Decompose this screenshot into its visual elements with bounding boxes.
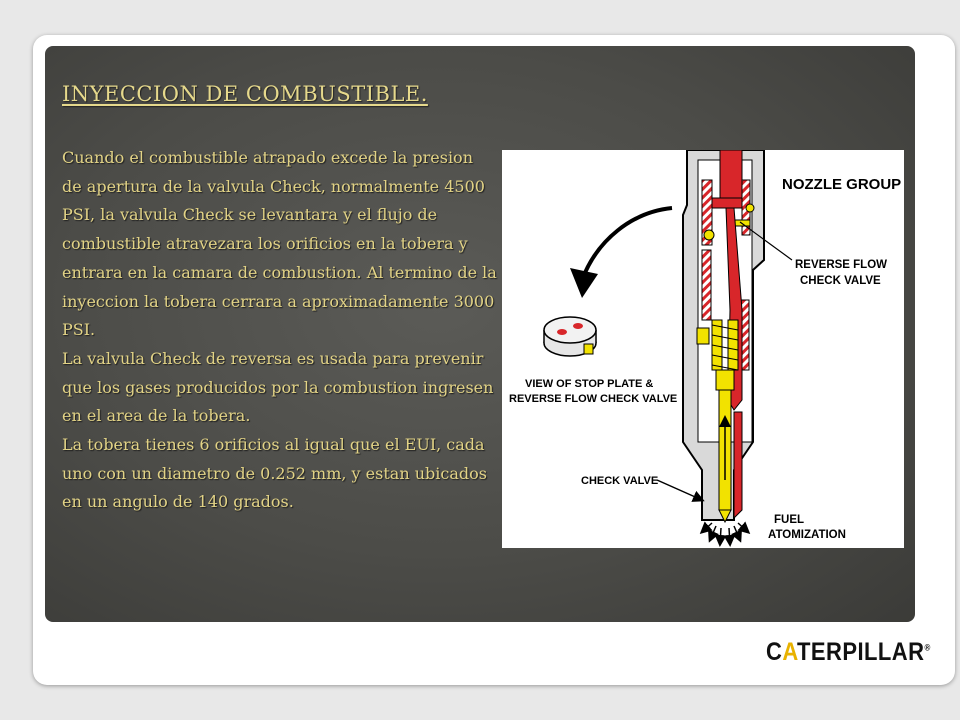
stop-plate-top xyxy=(544,317,596,343)
label-check-valve: CHECK VALVE xyxy=(581,475,659,487)
stop-plate-hole-1 xyxy=(557,329,567,335)
caterpillar-logo: CATERPILLAR® xyxy=(766,638,931,666)
spray-arrow-5 xyxy=(734,526,740,540)
fuel-passage-top xyxy=(720,150,742,198)
ball-yellow-1 xyxy=(746,204,754,212)
ball-yellow-2 xyxy=(704,230,714,240)
spray-arrow-6 xyxy=(738,523,748,532)
spring-right xyxy=(728,320,738,370)
nozzle-group-diagram xyxy=(502,150,904,548)
paragraph-opening-pressure: Cuando el combustible atrapado excede la presion de apertura de la valvula Check, normalmente 4500 PSI, la valvula Check se levantara y el flujo de combustible atravezara los orificios en la tobera y entrara en la camara de combustion. Al termino de la inyeccion la tobera cerrara a aproximadamente 3000 PSI. xyxy=(62,148,497,340)
label-view-2: REVERSE FLOW CHECK VALVE xyxy=(509,393,678,405)
stop-plate-red xyxy=(712,198,742,208)
body-text xyxy=(62,144,497,517)
label-view-1: VIEW OF STOP PLATE & xyxy=(525,378,654,390)
label-reverse-flow-1: REVERSE FLOW xyxy=(795,259,888,271)
spray-arrow-4 xyxy=(729,528,730,544)
needle-upper xyxy=(716,370,734,390)
label-atomization: ATOMIZATION xyxy=(768,529,846,541)
label-fuel: FUEL xyxy=(774,514,805,526)
leader-check-valve xyxy=(657,480,702,500)
spring-stop xyxy=(697,328,709,344)
spray-arrow-2 xyxy=(710,526,716,540)
curved-view-arrowhead xyxy=(570,268,598,298)
curved-view-arrow xyxy=(582,208,672,280)
paragraph-reverse-check: La valvula Check de reversa es usada para prevenir que los gases producidos por la combustion ingresen en el area de la tobera. xyxy=(62,348,494,426)
stop-plate-hole-2 xyxy=(573,323,583,329)
label-reverse-flow-2: CHECK VALVE xyxy=(800,275,881,287)
nozzle-diagram-svg xyxy=(502,150,904,548)
spray-arrow-1 xyxy=(702,523,712,532)
spray-arrow-3 xyxy=(720,528,721,544)
check-valve-piece xyxy=(584,344,593,354)
fuel-sac-right xyxy=(734,412,742,518)
hatched-wall-left-lower xyxy=(702,250,711,320)
diagram-title: NOZZLE GROUP xyxy=(782,176,902,193)
slide-title: INYECCION DE COMBUSTIBLE. xyxy=(62,82,428,106)
paragraph-nozzle-orifices: La tobera tienes 6 orificios al igual que el EUI, cada uno con un diametro de 0.252 mm, y estan ubicados en un angulo de 140 grados. xyxy=(62,435,487,512)
